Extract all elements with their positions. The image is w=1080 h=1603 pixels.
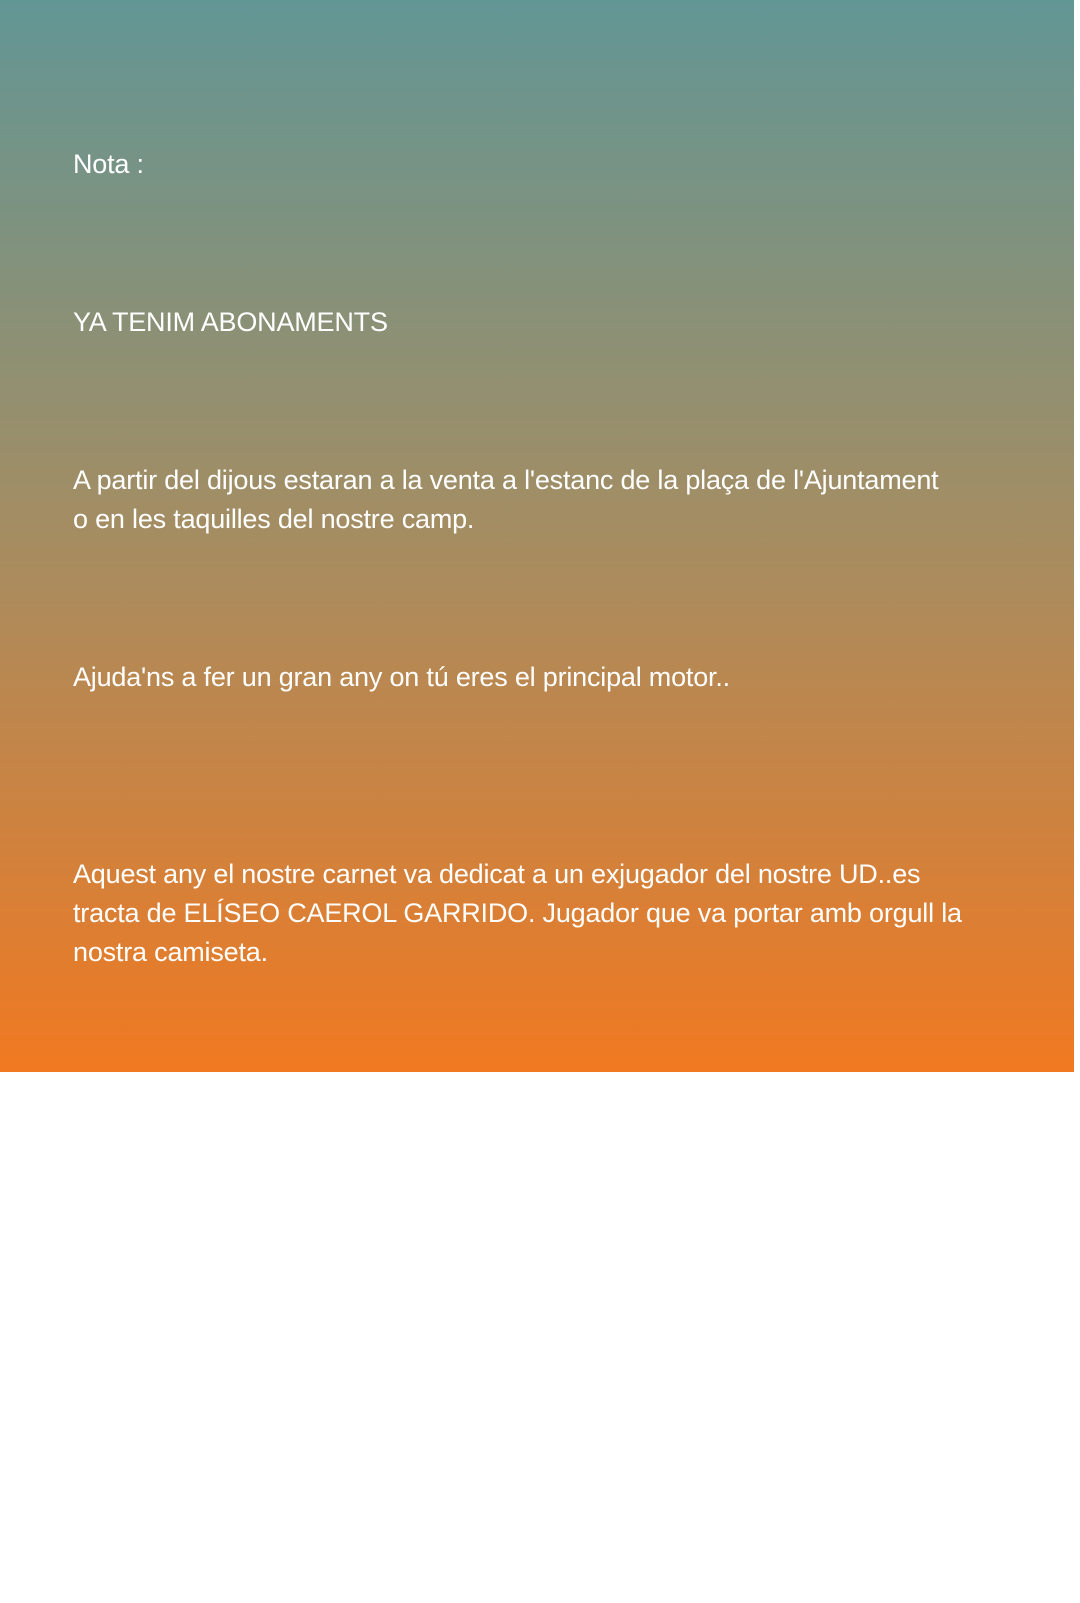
paragraph-help: Ajuda'ns a fer un gran any on tú eres el principal motor..	[73, 661, 730, 692]
spacer	[73, 1406, 1023, 1485]
paragraph-supporter: Gran soci i seguidor, per això aquest any va per tú ,on lluitarem per estar on ens toca.	[73, 1292, 929, 1362]
note-heading: Nota :	[73, 149, 144, 180]
spacer	[73, 382, 1023, 421]
spacer	[73, 224, 1023, 263]
spacer	[73, 579, 1023, 618]
paragraph-dedication: Aquest any el nostre carnet va dedicat a un exjugador del nostre UD..es tracta de ELÍSEO CAEROL GARRIDO. Jugador que va portar amb orgull la nostra camiseta.	[73, 858, 962, 968]
spacer	[73, 1012, 1023, 1051]
paragraph-sale: A partir del dijous estaran a la venta a l'estanc de la plaça de l'Ajuntament o en les taquilles del nostre camp.	[73, 464, 939, 535]
spacer	[73, 1209, 1023, 1248]
paragraph-relation: Sempre ha estat relacionat amb el nostre equip, colaborant i ajudant en tot el que significaba el blanc i negre .	[73, 1095, 915, 1165]
spacer	[73, 736, 1023, 815]
note-text-block	[73, 106, 1023, 1603]
note-title: YA TENIM ABONAMENTS	[73, 307, 388, 338]
closing-line: Amunt UD ,Amunt AFICIÓ!	[73, 1528, 390, 1559]
